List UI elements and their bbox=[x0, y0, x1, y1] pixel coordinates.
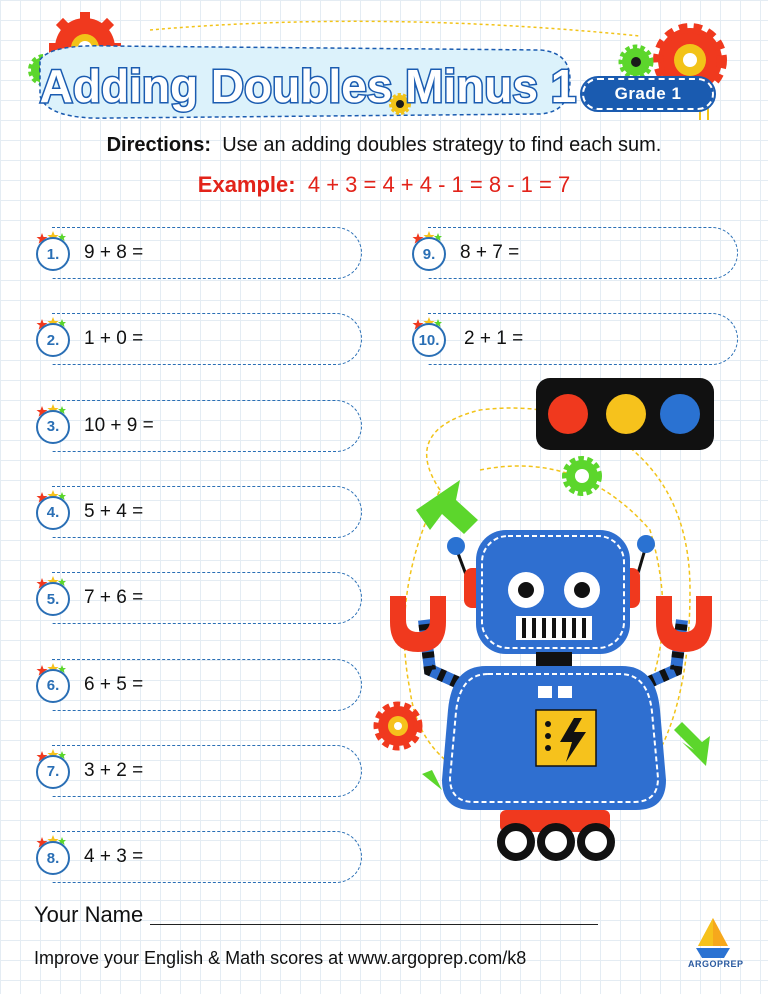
problem-expression: 7 + 6 = bbox=[84, 587, 144, 609]
problem-number: 3. bbox=[36, 410, 70, 444]
example-label: Example: bbox=[197, 172, 296, 197]
directions-label: Directions: bbox=[106, 134, 212, 156]
argoprep-logo-icon bbox=[694, 916, 732, 960]
gear-icon bbox=[566, 460, 598, 492]
footer-text: Improve your English & Math scores at www.argoprep.com/k8 bbox=[34, 948, 527, 968]
problem-item bbox=[34, 572, 362, 626]
problem-number: 4. bbox=[36, 496, 70, 530]
problem-expression: 3 + 2 = bbox=[84, 759, 144, 781]
problem-item bbox=[34, 486, 362, 540]
problem-item bbox=[34, 313, 362, 367]
problem-item bbox=[34, 227, 362, 281]
name-line[interactable] bbox=[150, 924, 598, 925]
problem-item bbox=[34, 831, 362, 885]
directions-text: Use an adding doubles strategy to find each sum. bbox=[222, 134, 662, 156]
problem-item bbox=[34, 400, 362, 454]
problem-expression: 5 + 4 = bbox=[84, 500, 144, 522]
gear-icon bbox=[622, 48, 650, 76]
gear-icon bbox=[378, 706, 418, 746]
problem-expression: 10 + 9 = bbox=[84, 414, 154, 436]
robot-illustration bbox=[360, 370, 740, 870]
problem-number: 5. bbox=[36, 582, 70, 616]
problem-expression: 1 + 0 = bbox=[84, 328, 144, 350]
problem-expression: 2 + 1 = bbox=[464, 328, 524, 350]
directions bbox=[0, 134, 768, 157]
problem-number: 2. bbox=[36, 323, 70, 357]
arrow-icon bbox=[674, 722, 710, 766]
problem-expression: 8 + 7 = bbox=[460, 242, 520, 263]
problem-expression: 9 + 8 = bbox=[84, 242, 144, 263]
arrow-icon bbox=[416, 480, 478, 534]
problem-expression: 4 + 3 = bbox=[84, 846, 144, 868]
grade-badge: Grade 1 bbox=[582, 78, 714, 110]
problem-number: 6. bbox=[36, 669, 70, 703]
example bbox=[0, 172, 768, 198]
example-equation: 4 + 3 = 4 + 4 - 1 = 8 - 1 = 7 bbox=[307, 172, 571, 197]
problem-expression: 6 + 5 = bbox=[84, 673, 144, 695]
problem-number: 8. bbox=[36, 841, 70, 875]
problem-item bbox=[410, 227, 738, 281]
problem-item bbox=[34, 745, 362, 799]
arrow-icon bbox=[422, 770, 442, 790]
problem-number: 1. bbox=[36, 237, 70, 271]
page-title: Adding Doubles Minus 1 bbox=[39, 60, 577, 112]
traffic-light-icon bbox=[536, 378, 714, 450]
problem-number: 7. bbox=[36, 755, 70, 789]
logo-text: ARGOPREP bbox=[688, 959, 744, 969]
problem-item bbox=[410, 313, 738, 367]
name-label: Your Name bbox=[34, 902, 144, 927]
problem-item bbox=[34, 659, 362, 713]
title-banner bbox=[0, 0, 768, 130]
problem-number: 9. bbox=[412, 237, 446, 271]
problem-number: 10. bbox=[412, 323, 446, 357]
